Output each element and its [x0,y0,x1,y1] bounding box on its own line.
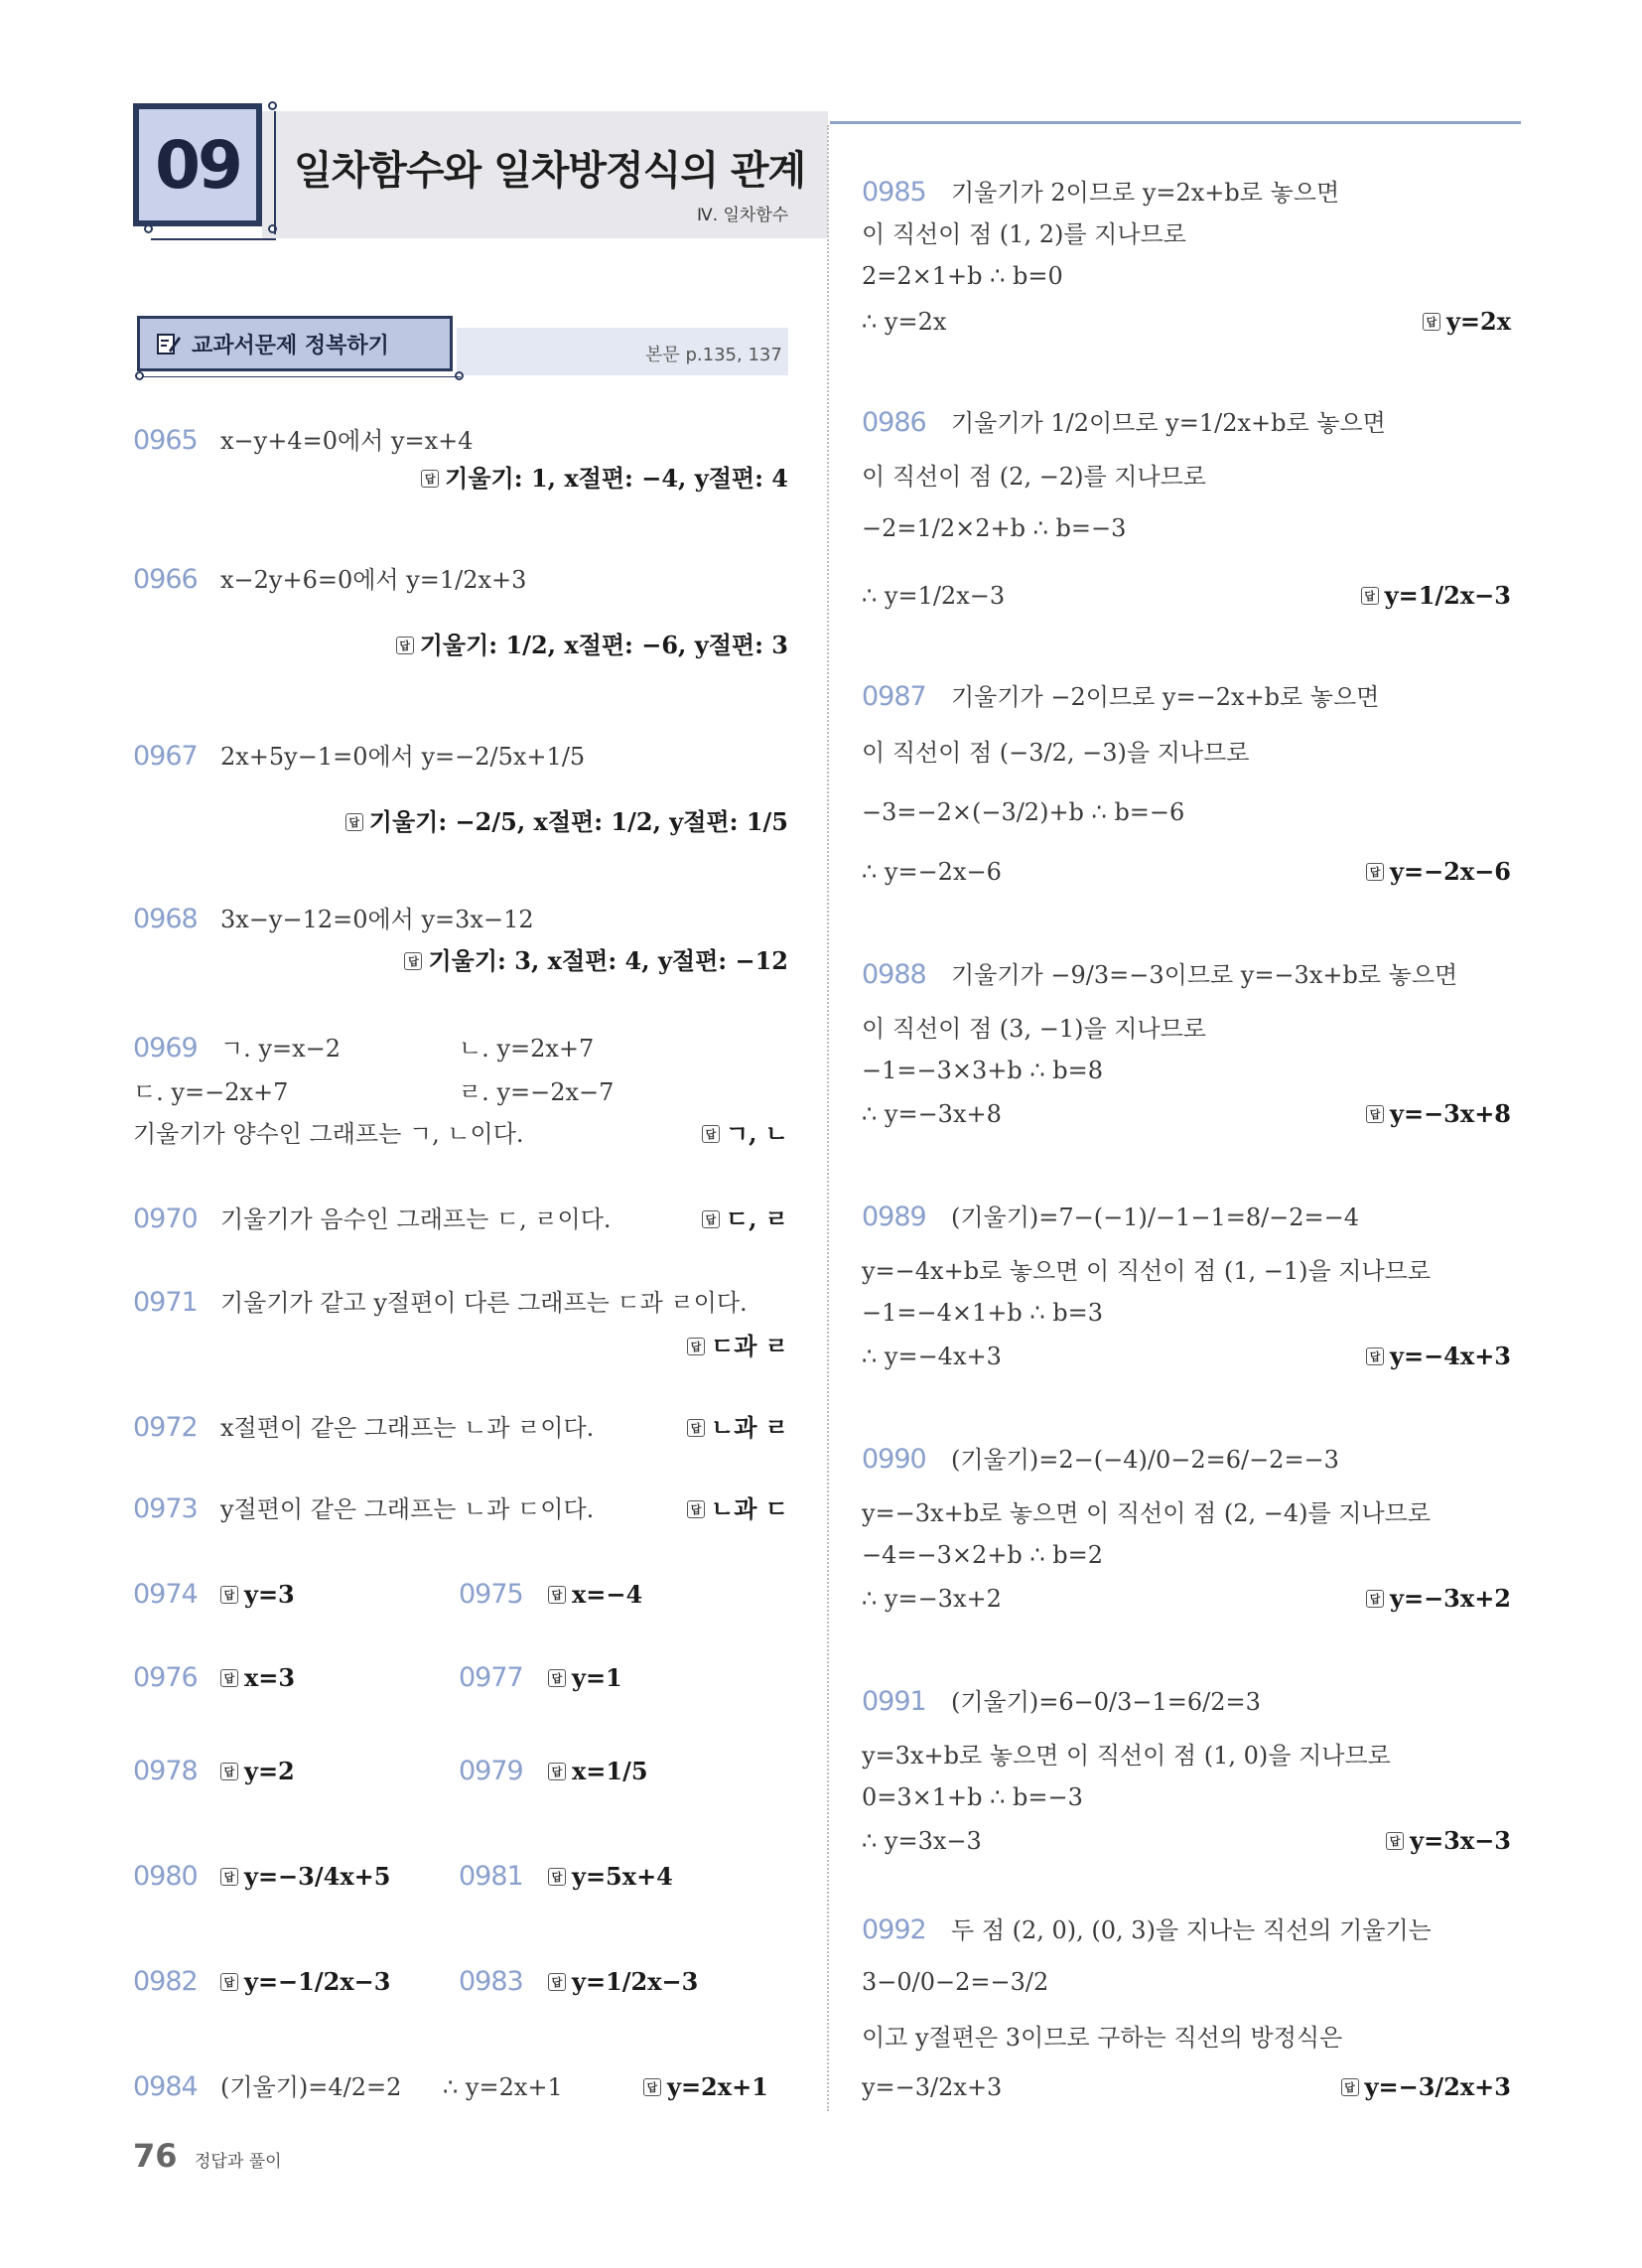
answer [596,1119,788,1148]
problem-number: 0990 [862,1444,926,1475]
deco-dot [268,101,277,110]
unit-label: Ⅳ. 일차함수 [697,206,789,225]
answer-text: y=2x [1445,307,1511,336]
problem-number: 0992 [862,1914,926,1945]
solution-line: ∴ y=2x [862,308,947,336]
deco-dot [144,224,153,233]
solution-line: x−y+4=0에서 y=x+4 [220,427,474,455]
choice-item: ㄹ. y=−2x−7 [459,1078,615,1106]
problem-number: 0977 [459,1662,523,1693]
solution-line: x절편이 같은 그래프는 ㄴ과 ㄹ이다. [220,1414,595,1442]
solution-line: 기울기가 양수인 그래프는 ㄱ, ㄴ이다. [133,1120,524,1148]
problem-number: 0984 [133,2071,198,2102]
answer-text: y=1/2x−3 [1384,581,1511,610]
solution-line: 두 점 (2, 0), (0, 3)을 지나는 직선의 기울기는 [951,1916,1432,1944]
answer-badge: 답 [643,2078,661,2096]
solution-line: x−2y+6=0에서 y=1/2x+3 [220,566,527,594]
pencil-note-icon [156,331,182,356]
solution-line: 이 직선이 점 (2, −2)를 지나므로 [862,463,1206,491]
solution-line: 기울기가 2이므로 y=2x+b로 놓으면 [951,179,1340,207]
solution-line: ∴ y=−3x+8 [862,1100,1002,1128]
answer [220,1663,296,1692]
answer [596,1332,788,1360]
answer [1221,1584,1511,1613]
answer-text: ㄷ, ㄹ [725,1205,788,1233]
answer-badge: 답 [220,1586,238,1604]
answer-badge: 답 [548,1973,566,1991]
problem-number: 0985 [862,177,926,208]
solution-line: 기울기가 −2이므로 y=−2x+b로 놓으면 [951,683,1380,711]
answer-badge: 답 [687,1338,705,1355]
problem-number: 0978 [133,1756,198,1786]
solution-line: (기울기)=6−0/3−1=6/2=3 [951,1688,1261,1716]
answer-badge: 답 [1366,1590,1384,1608]
answer-text: y=−3x+8 [1390,1099,1511,1128]
solution-line: 기울기가 같고 y절편이 다른 그래프는 ㄷ과 ㄹ이다. [220,1289,748,1317]
answer-text: x=−4 [572,1580,643,1609]
problem-number: 0982 [133,1966,198,1997]
answer [596,1413,788,1442]
answer-text: y=−1/2x−3 [244,1967,391,1996]
answer-badge: 답 [396,637,414,654]
solution-line: 2x+5y−1=0에서 y=−2/5x+1/5 [220,743,586,771]
answer-badge: 답 [548,1763,566,1780]
solution-line: ∴ y=3x−3 [862,1827,982,1855]
problem-number: 0973 [133,1493,198,1524]
answer-badge: 답 [1423,313,1440,331]
solution-line: 3−0/0−2=−3/2 [862,1968,1049,1996]
answer-badge: 답 [1386,1832,1404,1850]
answer [1221,307,1511,336]
answer-badge: 답 [1366,1347,1384,1365]
answer-text: y=−3x+2 [1390,1584,1511,1613]
solution-line: 이 직선이 점 (−3/2, −3)을 지나므로 [862,739,1250,767]
answer-badge: 답 [220,1868,238,1886]
answer-badge: 답 [421,470,439,488]
answer [1221,1099,1511,1128]
answer [548,1580,643,1609]
answer-text: y=3 [244,1580,295,1609]
problem-number: 0969 [133,1033,198,1063]
solution-line: 2=2×1+b ∴ b=0 [862,262,1063,290]
problem-number: 0988 [862,959,926,990]
deco-line [151,238,276,240]
solution-line: −1=−3×3+b ∴ b=8 [862,1057,1103,1084]
answer-badge: 답 [1366,863,1384,881]
answer-text: 기울기: 3, x절편: 4, y절편: −12 [428,946,788,975]
solution-line: (기울기)=2−(−4)/0−2=6/−2=−3 [951,1446,1339,1474]
answer-text: y=−2x−6 [1390,857,1511,886]
answer-text: y=5x+4 [572,1862,673,1891]
problem-number: 0976 [133,1662,198,1693]
answer [220,1862,391,1891]
answer [548,1757,648,1785]
answer-badge: 답 [548,1586,566,1604]
problem-number: 0989 [862,1202,926,1232]
answer-badge: 답 [404,952,422,970]
problem-number: 0965 [133,425,198,456]
solution-line: −1=−4×1+b ∴ b=3 [862,1299,1103,1327]
solution-line: y=−3x+b로 놓으면 이 직선이 점 (2, −4)를 지나므로 [862,1499,1432,1527]
solution-line: 이 직선이 점 (1, 2)를 지나므로 [862,220,1186,248]
page-reference: 본문 p.135, 137 [645,345,782,365]
answer-badge: 답 [548,1669,566,1687]
solution-line: −2=1/2×2+b ∴ b=−3 [862,514,1127,542]
answer [298,807,788,836]
solution-line: 이고 y절편은 3이므로 구하는 직선의 방정식은 [862,2024,1343,2052]
answer-text: ㄴ과 ㄹ [711,1413,788,1442]
problem-number: 0971 [133,1287,198,1318]
answer [220,1757,295,1785]
section-tag [137,316,453,371]
answer-text: y=3x−3 [1410,1826,1511,1855]
solution-line: (기울기)=7−(−1)/−1−1=8/−2=−4 [951,1204,1360,1231]
answer-badge: 답 [702,1210,720,1228]
solution-line: (기울기)=4/2=2 [220,2073,402,2101]
problem-number: 0979 [459,1756,523,1786]
answer-badge: 답 [220,1973,238,1991]
problem-number: 0983 [459,1966,523,1997]
answer-badge: 답 [220,1763,238,1780]
answer-text: 기울기: 1, x절편: −4, y절편: 4 [445,464,788,493]
solution-line: y=−3/2x+3 [862,2073,1003,2101]
answer-text: y=−3/4x+5 [244,1862,391,1891]
answer-badge: 답 [702,1125,720,1143]
answer-badge: 답 [220,1669,238,1687]
choice-item: ㄷ. y=−2x+7 [133,1078,289,1106]
solution-line: y=−4x+b로 놓으면 이 직선이 점 (1, −1)을 지나므로 [862,1257,1432,1285]
answer-text: x=1/5 [572,1757,648,1785]
solution-line: ∴ y=−3x+2 [862,1585,1002,1613]
answer-text: y=−4x+3 [1390,1342,1511,1370]
chapter-number: 09 [155,126,240,204]
answer [220,1580,295,1609]
problem-number: 0981 [459,1861,523,1892]
solution-line: 기울기가 음수인 그래프는 ㄷ, ㄹ이다. [220,1205,612,1233]
answer-text: x=3 [244,1663,296,1692]
answer-text: ㄴ과 ㄷ [711,1494,788,1523]
solution-line: 기울기가 1/2이므로 y=1/2x+b로 놓으면 [951,409,1386,437]
problem-number: 0975 [459,1579,523,1610]
answer [596,1494,788,1523]
solution-line: −3=−2×(−3/2)+b ∴ b=−6 [862,798,1185,826]
solution-line: 3x−y−12=0에서 y=3x−12 [220,906,534,933]
choice-item: ㄴ. y=2x+7 [459,1035,595,1063]
answer-text: y=2x+1 [667,2072,768,2101]
problem-number: 0970 [133,1204,198,1234]
answer [1221,1342,1511,1370]
answer [1221,581,1511,610]
answer-text: ㄷ과 ㄹ [711,1332,788,1360]
answer-text: 기울기: 1/2, x절편: −6, y절편: 3 [419,631,788,659]
problem-number: 0987 [862,681,926,712]
problem-number: 0986 [862,407,926,438]
answer [1221,1826,1511,1855]
solution-line: ∴ y=1/2x−3 [862,582,1006,610]
problem-number: 0972 [133,1412,198,1443]
problem-number: 0974 [133,1579,198,1610]
column-divider [827,125,829,2111]
chapter-title: 일차함수와 일차방정식의 관계 [294,148,806,194]
solution-line: 이 직선이 점 (3, −1)을 지나므로 [862,1015,1206,1043]
problem-number: 0966 [133,564,198,595]
answer-badge: 답 [687,1419,705,1437]
answer-text: y=−3/2x+3 [1364,2072,1511,2101]
problem-number: 0967 [133,741,198,772]
answer [1221,2072,1511,2101]
problem-number: 0991 [862,1686,926,1717]
answer-badge: 답 [687,1500,705,1518]
deco-line [274,111,276,234]
answer-badge: 답 [548,1868,566,1886]
problem-number: 0980 [133,1861,198,1892]
answer [298,631,788,659]
solution-line: ∴ y=−4x+3 [862,1343,1002,1370]
section-tag-label: 교과서문제 정복하기 [192,333,389,358]
answer [548,1663,622,1692]
answer-text: y=1/2x−3 [572,1967,699,1996]
top-rule [830,121,1521,124]
answer [596,1207,788,1231]
answer-badge: 답 [345,813,363,831]
answer-badge: 답 [1366,1105,1384,1123]
answer-text: y=2 [244,1757,295,1785]
answer-text: 기울기: −2/5, x절편: 1/2, y절편: 1/5 [368,807,788,836]
page-footer-label: 정답과 풀이 [195,2152,282,2172]
solution-line: y절편이 같은 그래프는 ㄴ과 ㄷ이다. [220,1495,595,1523]
solution-line: 기울기가 −9/3=−3이므로 y=−3x+b로 놓으면 [951,961,1458,989]
answer [548,1967,699,1996]
deco-line [143,376,461,377]
answer [298,946,788,975]
solution-line: ∴ y=2x+1 [443,2073,563,2101]
chapter-number-box [133,103,262,226]
answer [220,1967,391,1996]
answer [643,2072,768,2101]
answer [548,1862,673,1891]
answer [1221,857,1511,886]
problem-number: 0968 [133,904,198,934]
answer-text: ㄱ, ㄴ [725,1119,788,1148]
solution-line: −4=−3×2+b ∴ b=2 [862,1541,1103,1569]
answer-text: y=1 [572,1663,622,1692]
page-number: 76 [133,2137,178,2175]
solution-line: ∴ y=−2x−6 [862,858,1002,886]
answer-badge: 답 [1341,2078,1359,2096]
answer [298,464,788,493]
solution-line: 0=3×1+b ∴ b=−3 [862,1783,1083,1811]
answer-badge: 답 [1361,587,1379,605]
solution-line: y=3x+b로 놓으면 이 직선이 점 (1, 0)을 지나므로 [862,1742,1391,1770]
choice-item: ㄱ. y=x−2 [220,1035,342,1063]
